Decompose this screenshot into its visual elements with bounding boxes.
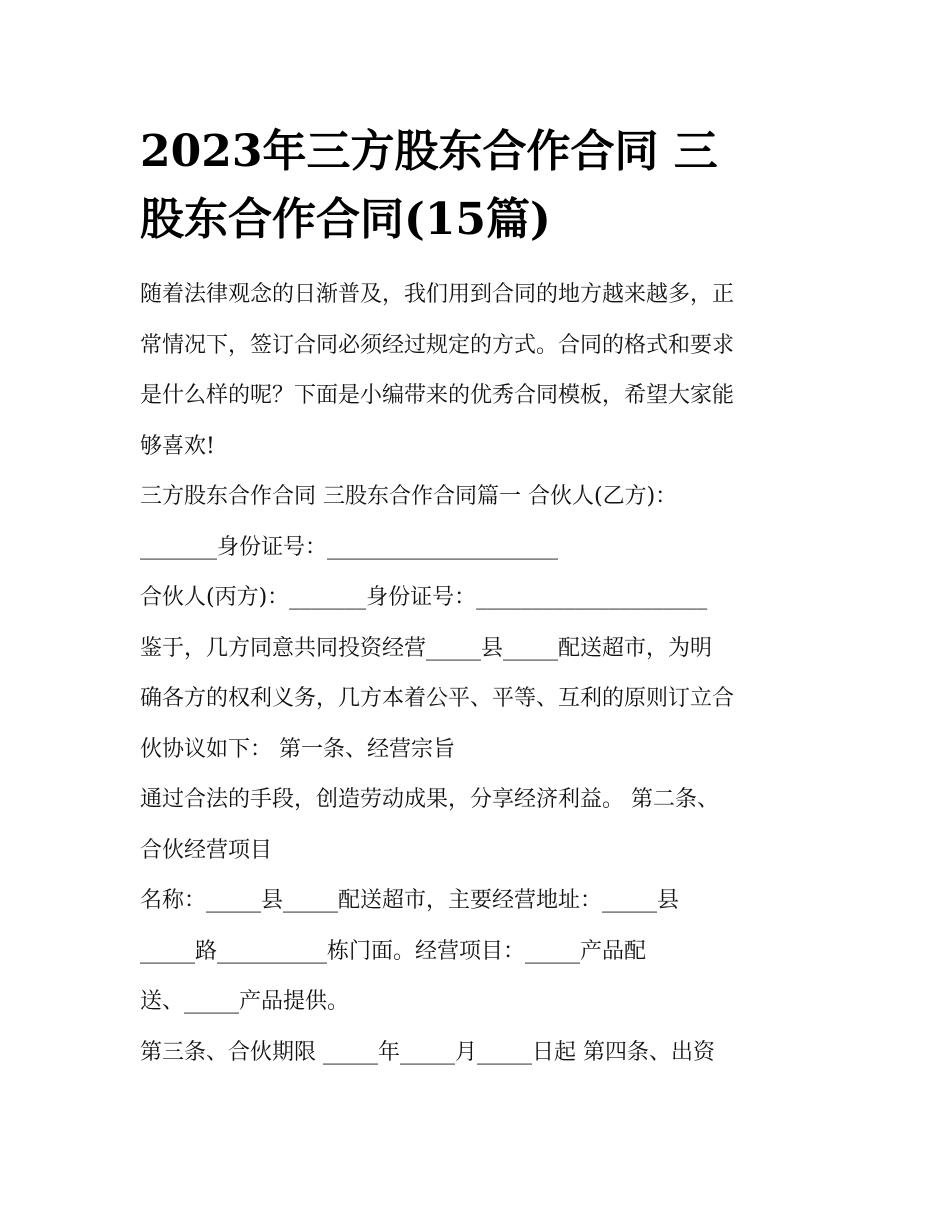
document-title <box>140 118 815 254</box>
text-line: 是什么样的呢？下面是小编带来的优秀合同模板，希望大家能 <box>140 383 735 408</box>
title-line-2: 股东合作合同(15篇) <box>140 194 551 245</box>
text-line: 合伙经营项目 <box>140 837 273 863</box>
text-line: _____路__________栋门面。经营项目：_____产品配 <box>140 938 647 964</box>
title-line-1: 2023年三方股东合作合同 三 <box>140 126 718 177</box>
text-line: 合伙人(丙方)：_______身份证号：_____________________ <box>140 585 708 610</box>
text-line: 三方股东合作合同 三股东合作合同篇一 合伙人(乙方)： <box>140 484 678 509</box>
text-line: 伙协议如下： 第一条、经营宗旨 <box>140 736 455 762</box>
text-line: 名称：_____县_____配送超市，主要经营地址：_____县 <box>140 888 680 913</box>
text-line: 第三条、合伙期限 _____年_____月_____日起 第四条、出资 <box>140 1039 715 1065</box>
text-line: 鉴于，几方同意共同投资经营_____县_____配送超市，为明 <box>140 635 713 661</box>
text-line: 通过合法的手段，创造劳动成果，分享经济利益。 第二条、 <box>140 787 719 812</box>
text-line: 随着法律观念的日渐普及，我们用到合同的地方越来越多，正 <box>140 282 735 307</box>
text-line: 常情况下，签订合同必须经过规定的方式。合同的格式和要求 <box>140 332 735 358</box>
text-line: 送、_____产品提供。 <box>140 989 350 1014</box>
document-page <box>140 118 815 1078</box>
text-line: _______身份证号：_____________________ <box>140 534 559 560</box>
text-line: 够喜欢! <box>140 433 215 459</box>
text-line: 确各方的权利义务，几方本着公平、平等、互利的原则订立合 <box>140 686 735 711</box>
